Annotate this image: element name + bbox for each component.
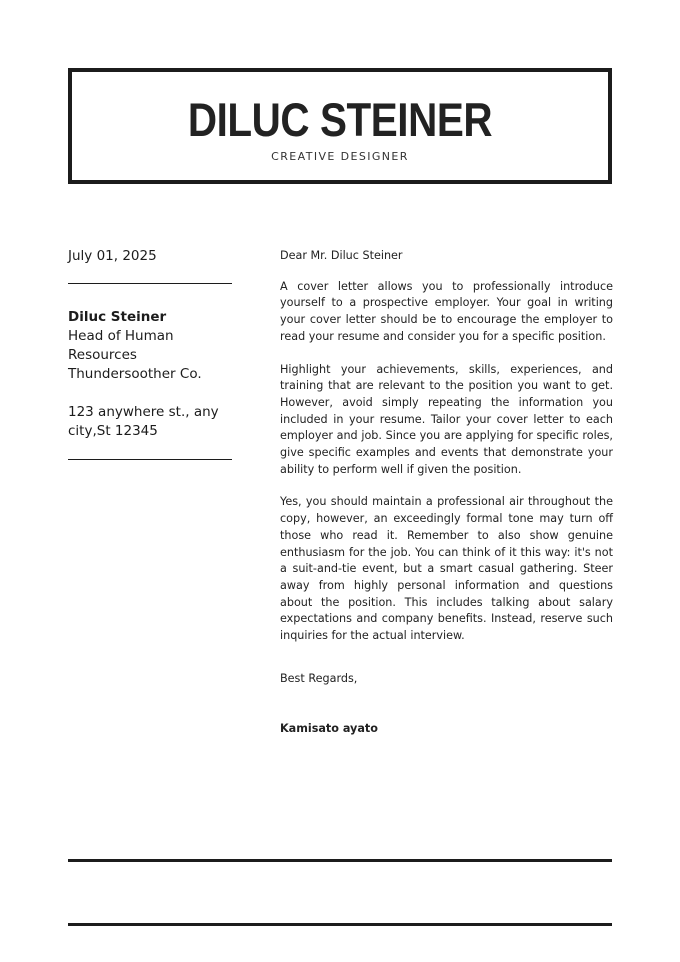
- footer-divider-upper: [68, 859, 612, 862]
- signature: Kamisato ayato: [280, 722, 378, 736]
- applicant-name: DILUC STEINER: [187, 93, 493, 146]
- recipient-block: [68, 308, 243, 384]
- recipient-name: Diluc Steiner: [68, 309, 167, 325]
- sidebar-divider-top: [68, 283, 232, 284]
- body-paragraph: Yes, you should maintain a professional air throughout the copy, however, an exceedingly formal tone may turn off those who read it. Remember to also show genuine enthusiasm for the job. You can think of it this way: it's not a suit-and-tie event, but a smart casual gathering. Steer away from highly personal information and questions about the position. This includes talking about salary expectations and company benefits. Instead, reserve such inquiries for the actual interview.: [280, 495, 613, 643]
- body-paragraph: Highlight your achievements, skills, experiences, and training that are relevant to the position you want to get. However, avoid simply repeating the information you included in your resume. Tailor your cover letter to each employer and job. Since you are applying for specific roles, give specific examples and events that demonstrate your ability to perform well if given the position.: [280, 362, 613, 476]
- footer-divider-lower: [68, 923, 612, 926]
- recipient-address: 123 anywhere st., any city,St 12345: [68, 404, 219, 439]
- header-box: [68, 68, 612, 184]
- recipient-company: Thundersoother Co.: [68, 366, 202, 382]
- applicant-role: CREATIVE DESIGNER: [271, 150, 409, 163]
- body-paragraph: A cover letter allows you to professionally introduce yourself to a prospective employer. Your goal in writing your cover letter should be to encourage the employer to read your resume and consider you for a specific position.: [280, 279, 613, 343]
- recipient-title: Head of Human Resources: [68, 328, 174, 363]
- letter-body: [280, 248, 613, 738]
- salutation: Dear Mr. Diluc Steiner: [280, 249, 403, 262]
- sender-sidebar: [68, 246, 232, 439]
- sidebar-divider-bottom: [68, 459, 232, 460]
- letter-date: July 01, 2025: [68, 248, 157, 264]
- closing: Best Regards,: [280, 671, 358, 685]
